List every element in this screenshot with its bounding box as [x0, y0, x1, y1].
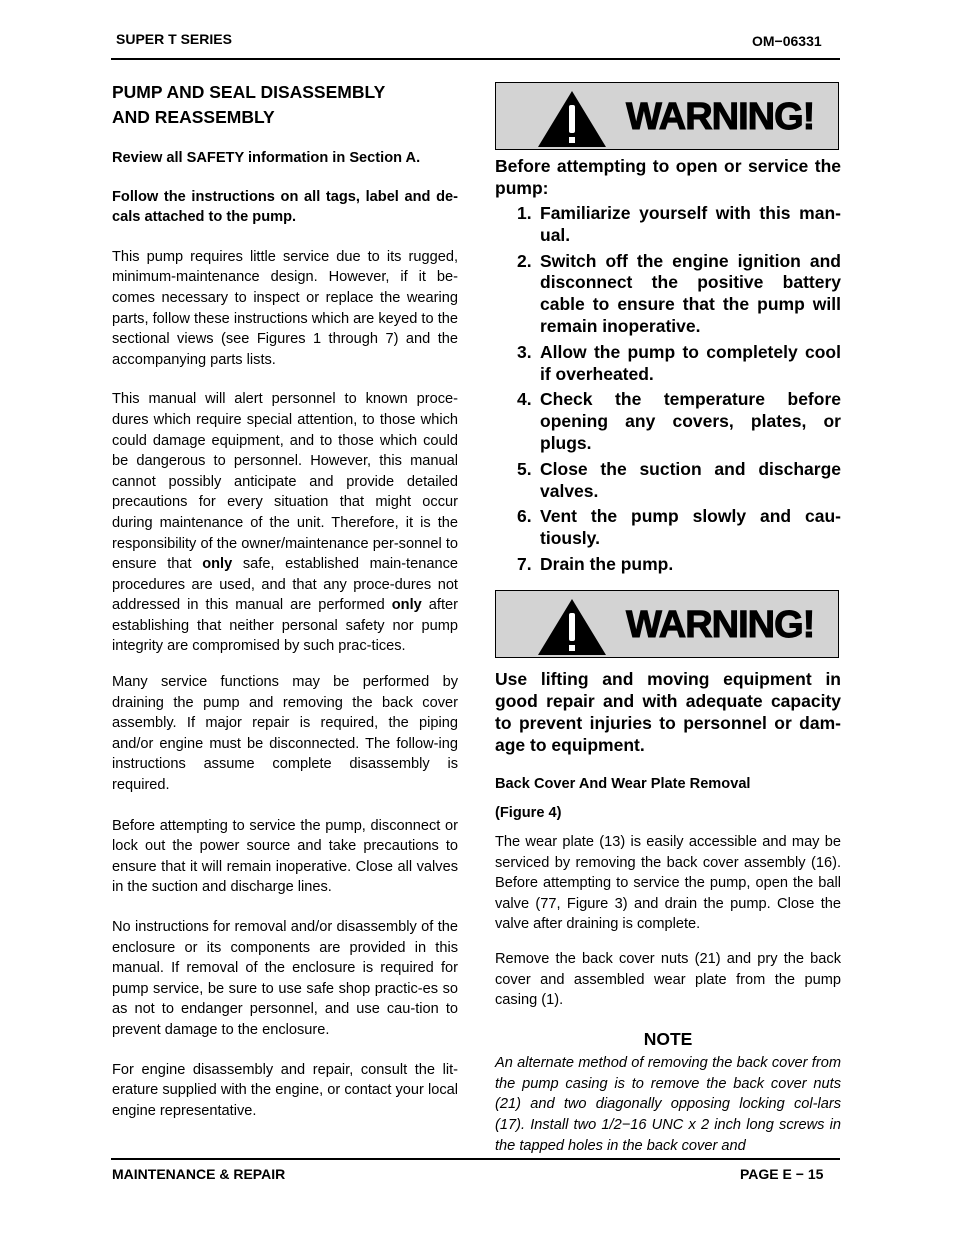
note-body: An alternate method of removing the back cover from the pump casing is to remove the back cover nuts (21) and two diagonally opposing locking col-lars (17). Install two 1/2−16 UNC x 2 inch long screws in the tapped holes in the back cover and	[495, 1055, 841, 1154]
step-number: 1.	[517, 203, 532, 223]
list-item	[495, 389, 841, 454]
step-text: Check the temperature before opening any covers, plates, or plugs.	[540, 389, 841, 453]
step-number: 5.	[517, 458, 532, 479]
footer-page-number: PAGE E − 15	[740, 1166, 824, 1182]
list-item	[495, 554, 841, 576]
step-text: Vent the pump slowly and cau-tiously.	[540, 506, 841, 549]
emphasis-only-2: only	[391, 597, 422, 614]
back-cover-paragraph: Remove the back cover nuts (21) and pry the back cover and assembled wear plate from the pump casing (1).	[495, 950, 841, 1009]
step-number: 7.	[517, 553, 532, 574]
emphasis-only-1: only	[202, 556, 233, 573]
intro-paragraph: This pump requires little service due to its rugged, minimum-maintenance design. However, if it be-comes necessary to inspect or replace the wearing parts, follow these instructions which are keyed to the sectional views (see Figures 1 through 7) and the accompanying parts lists.	[112, 248, 458, 368]
responsibility-paragraph	[112, 389, 458, 657]
list-item	[495, 251, 841, 338]
step-text: Close the suction and discharge valves.	[540, 458, 841, 501]
header-series: SUPER T SERIES	[116, 31, 232, 47]
power-source-paragraph: Before attempting to service the pump, disconnect or lock out the power source and take precautions to ensure that it will remain inoperative. Close all valves in the suction and discharge lines.	[112, 817, 458, 896]
warning-banner-1	[495, 82, 839, 150]
step-number: 3.	[517, 341, 532, 362]
warning-2-text: Use lifting and moving equipment in good repair and with adequate capacity to prevent injuries to personnel or dam-age to equipment.	[495, 668, 841, 755]
tags-note: Follow the instructions on all tags, label and de-cals attached to the pump.	[112, 188, 458, 226]
section-title-line1: PUMP AND SEAL DISASSEMBLY	[112, 82, 386, 102]
step-text: Familiarize yourself with this man-ual.	[540, 203, 841, 245]
responsibility-text-a: This manual will alert personnel to known proce-dures which require special attention, to those which could damage equipment, and to those which could be dangerous to personnel. However, this manual cannot possibly anticipate and provide detailed precautions for every situation that might occur during maintenance of the unit. Therefore, it is the responsibility of the owner/maintenance per-sonnel to ensure that	[112, 391, 458, 573]
warning-banner-2	[495, 590, 839, 658]
step-number: 6.	[517, 506, 532, 527]
responsibility-text-b: safe, established main-tenance procedures are used, and that any proce-dures not addressed in this manual are performed	[112, 556, 458, 614]
step-text: Drain the pump.	[540, 553, 674, 574]
section-title	[112, 80, 458, 130]
warning-triangle-icon	[536, 89, 608, 149]
right-column	[495, 82, 841, 1171]
warning-1-steps	[495, 203, 841, 576]
enclosure-paragraph: No instructions for removal and/or disassembly of the enclosure or its components are provided in this manual. If removal of the enclosure is required for pump service, be sure to use safe shop practic-es so as not to endanger personnel, and use cau-tion to prevent damage to the enclosure.	[112, 919, 458, 1038]
note-title: NOTE	[643, 1028, 693, 1049]
list-item	[495, 203, 841, 247]
safety-note: Review all SAFETY information in Section A.	[112, 150, 421, 166]
warning-label-2: WARNING!	[626, 603, 815, 646]
warning-triangle-icon	[536, 597, 608, 657]
step-number: 2.	[517, 250, 532, 271]
warning-label-1: WARNING!	[626, 96, 815, 138]
step-number: 4.	[517, 389, 532, 410]
responsibility-text-c: after establishing that neither personal safety nor pump integrity are compromised by such prac-tices.	[112, 597, 458, 655]
header-doc-number: OM−06331	[752, 33, 822, 49]
step-text: Switch off the engine ignition and disconnect the positive battery cable to ensure that the pump will remain inoperative.	[540, 250, 841, 336]
left-column	[112, 80, 458, 1136]
warning-1-intro: Before attempting to open or service the pump:	[495, 156, 841, 198]
figure-reference: (Figure 4)	[495, 805, 562, 822]
engine-paragraph: For engine disassembly and repair, consult the lit-erature supplied with the engine, or contact your local engine representative.	[112, 1061, 458, 1119]
list-item	[495, 459, 841, 503]
list-item	[495, 342, 841, 386]
footer-section-name: MAINTENANCE & REPAIR	[112, 1166, 286, 1182]
subsection-heading: Back Cover And Wear Plate Removal	[495, 775, 751, 792]
service-functions-paragraph: Many service functions may be performed by draining the pump and removing the back cover assembly. If major repair is required, the piping and/or engine must be disconnected. The follow-ing instructions assume complete disassembly is required.	[112, 674, 458, 794]
wear-plate-paragraph: The wear plate (13) is easily accessible and may be serviced by removing the back cover assembly (16). Before attempting to service the pump, open the ball valve (77, Figure 3) and drain the pump. Close the valve after draining is complete.	[495, 833, 841, 933]
list-item	[495, 506, 841, 550]
step-text: Allow the pump to completely cool if overheated.	[540, 341, 841, 384]
header-rule	[111, 58, 840, 60]
section-title-line2: AND REASSEMBLY	[112, 107, 275, 127]
footer-rule	[111, 1158, 840, 1160]
